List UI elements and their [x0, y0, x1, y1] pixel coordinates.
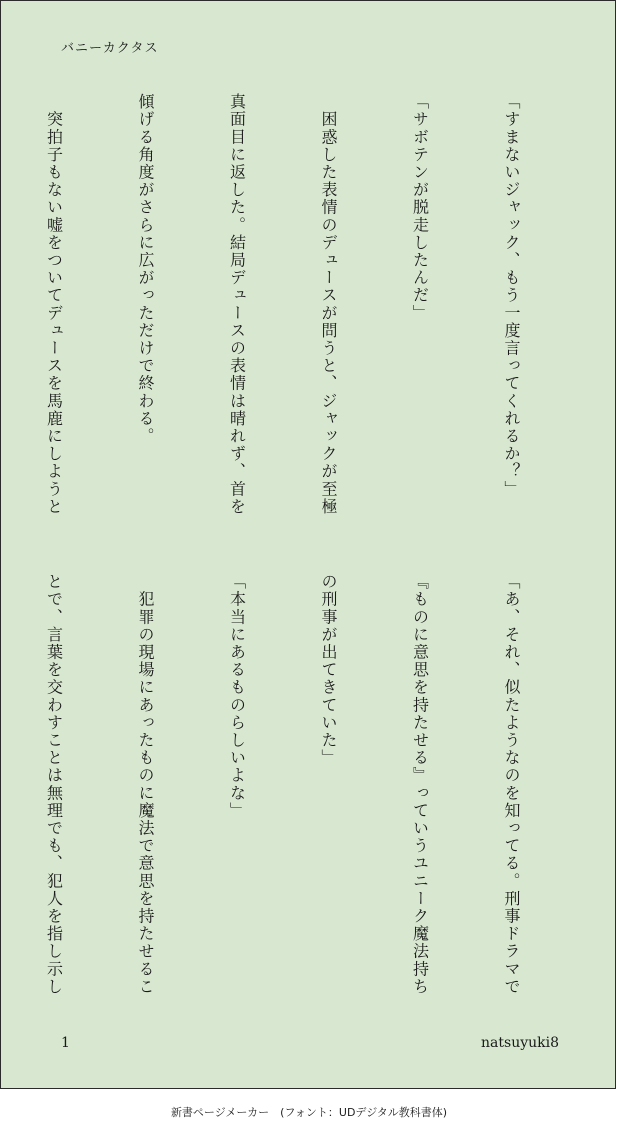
text-block-bottom: [0, 573, 587, 1009]
text-line: 「あ、それ、似たようなのを知ってる。刑事ドラマで: [502, 573, 521, 996]
text-line: 「すまないジャック、もう一度言ってくれるか？」: [502, 93, 521, 498]
generator-credit: 新書ページメーカー (フォント：UDデジタル教科書体): [170, 1106, 448, 1119]
text-line: とで、言葉を交わすことは無理でも、犯人を指し示し: [44, 573, 64, 996]
text-line: 真面目に返した。結局デュースの表情は晴れず、首を: [227, 93, 247, 516]
text-line: 突拍子もない嘘をついてデュースを馬鹿にしようと: [44, 93, 64, 516]
text-line: 困惑した表情のデュースが問うと、ジャックが至極: [319, 93, 338, 516]
text-line: 傾げる角度がさらに広がっただけで終わる。: [136, 93, 155, 445]
page-header-title: バニーカクタス: [61, 41, 159, 56]
page-number: 1: [61, 1035, 70, 1051]
text-line: 「本当にあるものらしいよな」: [227, 573, 247, 820]
text-line: 犯罪の現場にあったものに魔法で意思を持たせるこ: [136, 573, 155, 996]
text-line: 『ものに意思を持たせる』っていうユニーク魔法持ち: [410, 573, 430, 996]
text-line: の刑事が出てきていた」: [319, 573, 338, 767]
text-line: 「サボテンが脱走したんだ」: [410, 93, 430, 322]
text-block-top: [0, 93, 587, 529]
author-name: natsuyuki8: [481, 1035, 559, 1051]
